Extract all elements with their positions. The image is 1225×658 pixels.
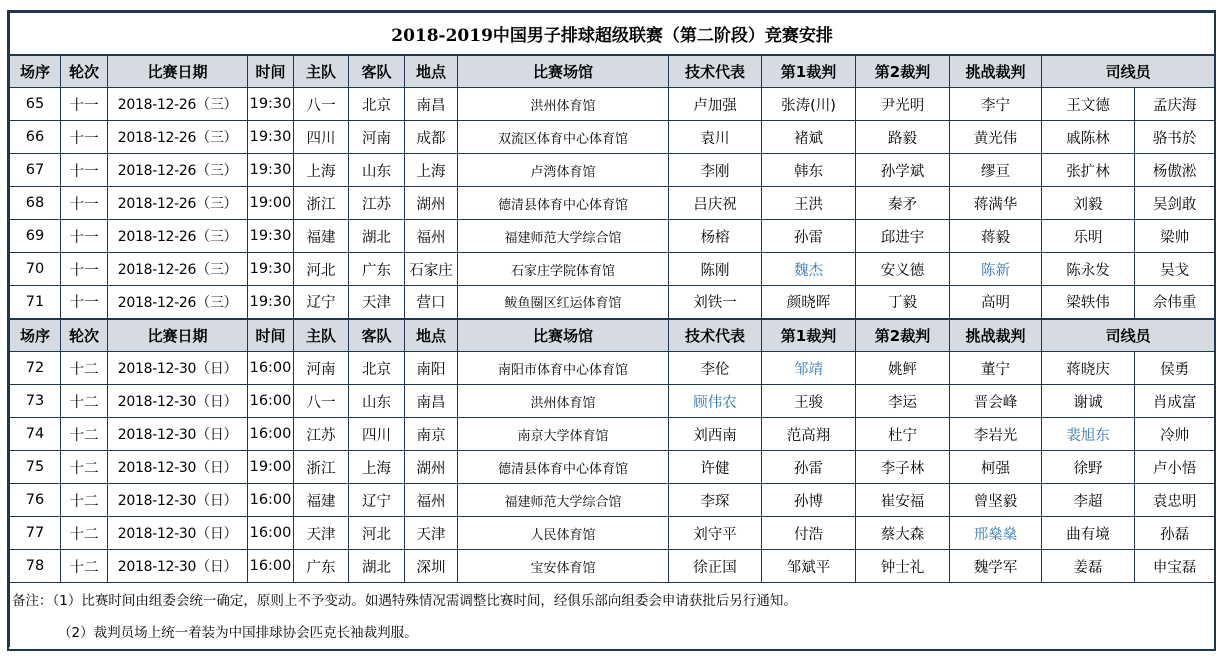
match-time-cell: 19:00 xyxy=(248,451,294,484)
city-cell: 南京 xyxy=(405,418,458,451)
line-judge-1-cell: 裴旭东 xyxy=(1042,418,1135,451)
second-referee-cell: 钟士礼 xyxy=(856,550,950,583)
venue-cell: 洪州体育馆 xyxy=(458,88,669,121)
home-team-cell: 浙江 xyxy=(294,187,349,220)
city-cell: 福州 xyxy=(405,484,458,517)
challenge-referee-cell: 晋会峰 xyxy=(950,385,1042,418)
away-team-cell: 山东 xyxy=(349,385,405,418)
away-team-cell: 湖北 xyxy=(349,220,405,253)
city-cell: 深圳 xyxy=(405,550,458,583)
venue-cell: 南阳市体育中心体育馆 xyxy=(458,352,669,385)
line-judge-2-cell: 梁帅 xyxy=(1135,220,1215,253)
match-date-cell: 2018-12-30（日） xyxy=(108,484,248,517)
technical-delegate-cell: 杨榕 xyxy=(669,220,762,253)
first-referee-cell: 张涛(川) xyxy=(762,88,856,121)
match-number-cell: 76 xyxy=(10,484,61,517)
home-team-cell: 广东 xyxy=(294,550,349,583)
line-judge-1-cell: 徐野 xyxy=(1042,451,1135,484)
match-date-cell: 2018-12-30（日） xyxy=(108,418,248,451)
venue-cell: 洪州体育馆 xyxy=(458,385,669,418)
venue-cell: 德清县体育中心体育馆 xyxy=(458,187,669,220)
second-referee-cell: 姚鲆 xyxy=(856,352,950,385)
column-header: 时间 xyxy=(248,319,294,352)
round-cell: 十二 xyxy=(61,385,108,418)
column-header: 轮次 xyxy=(61,319,108,352)
challenge-referee-cell: 曾坚毅 xyxy=(950,484,1042,517)
match-row xyxy=(10,121,1215,154)
home-team-cell: 辽宁 xyxy=(294,286,349,319)
city-cell: 南阳 xyxy=(405,352,458,385)
challenge-referee-cell: 陈新 xyxy=(950,253,1042,286)
home-team-cell: 福建 xyxy=(294,484,349,517)
second-referee-cell: 邱进宇 xyxy=(856,220,950,253)
match-row xyxy=(10,484,1215,517)
challenge-referee-cell: 高明 xyxy=(950,286,1042,319)
column-header: 第1裁判 xyxy=(762,55,856,88)
venue-cell: 南京大学体育馆 xyxy=(458,418,669,451)
column-header: 客队 xyxy=(349,319,405,352)
column-header: 地点 xyxy=(405,55,458,88)
technical-delegate-cell: 刘铁一 xyxy=(669,286,762,319)
column-header: 司线员 xyxy=(1042,319,1215,352)
city-cell: 福州 xyxy=(405,220,458,253)
header-row xyxy=(10,55,1215,88)
round-cell: 十一 xyxy=(61,253,108,286)
away-team-cell: 河北 xyxy=(349,517,405,550)
match-date-cell: 2018-12-30（日） xyxy=(108,352,248,385)
round-cell: 十二 xyxy=(61,484,108,517)
away-team-cell: 山东 xyxy=(349,154,405,187)
second-referee-cell: 尹光明 xyxy=(856,88,950,121)
schedule-table xyxy=(9,12,1215,647)
match-time-cell: 19:30 xyxy=(248,253,294,286)
round-cell: 十一 xyxy=(61,88,108,121)
column-header: 比赛日期 xyxy=(108,319,248,352)
round-cell: 十二 xyxy=(61,418,108,451)
venue-cell: 鲅鱼圈区红运体育馆 xyxy=(458,286,669,319)
schedule-sheet xyxy=(7,10,1216,651)
technical-delegate-cell: 袁川 xyxy=(669,121,762,154)
match-date-cell: 2018-12-26（三） xyxy=(108,286,248,319)
away-team-cell: 广东 xyxy=(349,253,405,286)
line-judge-2-cell: 骆书於 xyxy=(1135,121,1215,154)
match-row xyxy=(10,517,1215,550)
match-date-cell: 2018-12-26（三） xyxy=(108,154,248,187)
away-team-cell: 上海 xyxy=(349,451,405,484)
column-header: 挑战裁判 xyxy=(950,55,1042,88)
match-row xyxy=(10,220,1215,253)
schedule-body xyxy=(10,13,1215,647)
match-time-cell: 16:00 xyxy=(248,352,294,385)
second-referee-cell: 秦矛 xyxy=(856,187,950,220)
match-number-cell: 65 xyxy=(10,88,61,121)
city-cell: 南昌 xyxy=(405,88,458,121)
away-team-cell: 河南 xyxy=(349,121,405,154)
home-team-cell: 上海 xyxy=(294,154,349,187)
line-judge-1-cell: 张扩林 xyxy=(1042,154,1135,187)
city-cell: 天津 xyxy=(405,517,458,550)
second-referee-cell: 杜宁 xyxy=(856,418,950,451)
note-text: 备注：（1）比赛时间由组委会统一确定，原则上不予变动。如遇特殊情况需调整比赛时间，经俱乐部向组委会申请获批后另行通知。 xyxy=(10,583,1215,615)
challenge-referee-cell: 蒋毅 xyxy=(950,220,1042,253)
match-time-cell: 19:00 xyxy=(248,187,294,220)
challenge-referee-cell: 李岩光 xyxy=(950,418,1042,451)
second-referee-cell: 安义德 xyxy=(856,253,950,286)
column-header: 场序 xyxy=(10,55,61,88)
first-referee-cell: 褚斌 xyxy=(762,121,856,154)
match-row xyxy=(10,352,1215,385)
match-number-cell: 69 xyxy=(10,220,61,253)
venue-cell: 福建师范大学综合馆 xyxy=(458,220,669,253)
city-cell: 营口 xyxy=(405,286,458,319)
round-cell: 十二 xyxy=(61,352,108,385)
match-time-cell: 19:30 xyxy=(248,286,294,319)
first-referee-cell: 付浩 xyxy=(762,517,856,550)
match-number-cell: 77 xyxy=(10,517,61,550)
column-header: 比赛场馆 xyxy=(458,55,669,88)
home-team-cell: 河南 xyxy=(294,352,349,385)
second-referee-cell: 蔡大森 xyxy=(856,517,950,550)
round-cell: 十一 xyxy=(61,121,108,154)
first-referee-cell: 韩东 xyxy=(762,154,856,187)
first-referee-cell: 孙雷 xyxy=(762,451,856,484)
column-header: 客队 xyxy=(349,55,405,88)
column-header: 技术代表 xyxy=(669,319,762,352)
column-header: 主队 xyxy=(294,319,349,352)
match-number-cell: 75 xyxy=(10,451,61,484)
away-team-cell: 辽宁 xyxy=(349,484,405,517)
line-judge-1-cell: 梁轶伟 xyxy=(1042,286,1135,319)
challenge-referee-cell: 缪亘 xyxy=(950,154,1042,187)
column-header: 第2裁判 xyxy=(856,55,950,88)
match-number-cell: 66 xyxy=(10,121,61,154)
home-team-cell: 四川 xyxy=(294,121,349,154)
match-number-cell: 70 xyxy=(10,253,61,286)
match-number-cell: 71 xyxy=(10,286,61,319)
match-time-cell: 19:30 xyxy=(248,154,294,187)
city-cell: 成都 xyxy=(405,121,458,154)
second-referee-cell: 崔安福 xyxy=(856,484,950,517)
technical-delegate-cell: 刘西南 xyxy=(669,418,762,451)
match-time-cell: 16:00 xyxy=(248,550,294,583)
away-team-cell: 江苏 xyxy=(349,187,405,220)
note-text: （2）裁判员场上统一着装为中国排球协会匹克长袖裁判服。 xyxy=(10,615,1215,647)
match-number-cell: 72 xyxy=(10,352,61,385)
home-team-cell: 八一 xyxy=(294,88,349,121)
first-referee-cell: 魏杰 xyxy=(762,253,856,286)
match-row xyxy=(10,286,1215,319)
column-header: 地点 xyxy=(405,319,458,352)
challenge-referee-cell: 蒋满华 xyxy=(950,187,1042,220)
match-row xyxy=(10,187,1215,220)
column-header: 时间 xyxy=(248,55,294,88)
away-team-cell: 湖北 xyxy=(349,550,405,583)
challenge-referee-cell: 黄光伟 xyxy=(950,121,1042,154)
line-judge-2-cell: 孙磊 xyxy=(1135,517,1215,550)
away-team-cell: 北京 xyxy=(349,88,405,121)
line-judge-2-cell: 吴戈 xyxy=(1135,253,1215,286)
line-judge-1-cell: 曲有境 xyxy=(1042,517,1135,550)
page-title: 2018-2019中国男子排球超级联赛（第二阶段）竞赛安排 xyxy=(10,13,1215,55)
technical-delegate-cell: 李琛 xyxy=(669,484,762,517)
second-referee-cell: 路毅 xyxy=(856,121,950,154)
first-referee-cell: 范高翔 xyxy=(762,418,856,451)
technical-delegate-cell: 李伦 xyxy=(669,352,762,385)
round-cell: 十一 xyxy=(61,154,108,187)
venue-cell: 福建师范大学综合馆 xyxy=(458,484,669,517)
match-date-cell: 2018-12-30（日） xyxy=(108,517,248,550)
line-judge-1-cell: 王文德 xyxy=(1042,88,1135,121)
column-header: 比赛场馆 xyxy=(458,319,669,352)
match-time-cell: 16:00 xyxy=(248,418,294,451)
home-team-cell: 江苏 xyxy=(294,418,349,451)
home-team-cell: 天津 xyxy=(294,517,349,550)
match-time-cell: 16:00 xyxy=(248,517,294,550)
technical-delegate-cell: 顾伟农 xyxy=(669,385,762,418)
match-date-cell: 2018-12-26（三） xyxy=(108,121,248,154)
venue-cell: 石家庄学院体育馆 xyxy=(458,253,669,286)
challenge-referee-cell: 魏学军 xyxy=(950,550,1042,583)
away-team-cell: 天津 xyxy=(349,286,405,319)
match-number-cell: 68 xyxy=(10,187,61,220)
first-referee-cell: 王洪 xyxy=(762,187,856,220)
column-header: 轮次 xyxy=(61,55,108,88)
match-time-cell: 16:00 xyxy=(248,385,294,418)
venue-cell: 双流区体育中心体育馆 xyxy=(458,121,669,154)
round-cell: 十一 xyxy=(61,286,108,319)
match-number-cell: 74 xyxy=(10,418,61,451)
home-team-cell: 河北 xyxy=(294,253,349,286)
line-judge-1-cell: 乐明 xyxy=(1042,220,1135,253)
round-cell: 十一 xyxy=(61,187,108,220)
away-team-cell: 北京 xyxy=(349,352,405,385)
column-header: 场序 xyxy=(10,319,61,352)
match-row xyxy=(10,451,1215,484)
round-cell: 十二 xyxy=(61,550,108,583)
city-cell: 南昌 xyxy=(405,385,458,418)
line-judge-2-cell: 袁忠明 xyxy=(1135,484,1215,517)
column-header: 第1裁判 xyxy=(762,319,856,352)
line-judge-2-cell: 佘伟重 xyxy=(1135,286,1215,319)
venue-cell: 卢湾体育馆 xyxy=(458,154,669,187)
technical-delegate-cell: 徐正国 xyxy=(669,550,762,583)
line-judge-1-cell: 刘毅 xyxy=(1042,187,1135,220)
technical-delegate-cell: 吕庆祝 xyxy=(669,187,762,220)
line-judge-2-cell: 申宝磊 xyxy=(1135,550,1215,583)
match-date-cell: 2018-12-26（三） xyxy=(108,253,248,286)
match-row xyxy=(10,88,1215,121)
match-date-cell: 2018-12-30（日） xyxy=(108,385,248,418)
home-team-cell: 八一 xyxy=(294,385,349,418)
line-judge-2-cell: 卢小悟 xyxy=(1135,451,1215,484)
first-referee-cell: 孙雷 xyxy=(762,220,856,253)
city-cell: 上海 xyxy=(405,154,458,187)
match-row xyxy=(10,253,1215,286)
line-judge-1-cell: 戚陈林 xyxy=(1042,121,1135,154)
technical-delegate-cell: 许健 xyxy=(669,451,762,484)
title-row xyxy=(10,13,1215,55)
first-referee-cell: 邹斌平 xyxy=(762,550,856,583)
column-header: 第2裁判 xyxy=(856,319,950,352)
round-cell: 十二 xyxy=(61,451,108,484)
home-team-cell: 浙江 xyxy=(294,451,349,484)
technical-delegate-cell: 陈刚 xyxy=(669,253,762,286)
column-header: 司线员 xyxy=(1042,55,1215,88)
match-number-cell: 78 xyxy=(10,550,61,583)
challenge-referee-cell: 李宁 xyxy=(950,88,1042,121)
second-referee-cell: 孙学斌 xyxy=(856,154,950,187)
first-referee-cell: 邹靖 xyxy=(762,352,856,385)
technical-delegate-cell: 李刚 xyxy=(669,154,762,187)
match-time-cell: 16:00 xyxy=(248,484,294,517)
match-date-cell: 2018-12-26（三） xyxy=(108,187,248,220)
line-judge-2-cell: 吴剑敢 xyxy=(1135,187,1215,220)
match-row xyxy=(10,154,1215,187)
line-judge-2-cell: 孟庆海 xyxy=(1135,88,1215,121)
round-cell: 十一 xyxy=(61,220,108,253)
technical-delegate-cell: 刘守平 xyxy=(669,517,762,550)
match-date-cell: 2018-12-26（三） xyxy=(108,88,248,121)
first-referee-cell: 孙博 xyxy=(762,484,856,517)
line-judge-2-cell: 侯勇 xyxy=(1135,352,1215,385)
column-header: 挑战裁判 xyxy=(950,319,1042,352)
second-referee-cell: 丁毅 xyxy=(856,286,950,319)
match-time-cell: 19:30 xyxy=(248,220,294,253)
column-header: 技术代表 xyxy=(669,55,762,88)
match-row xyxy=(10,418,1215,451)
note-row xyxy=(10,583,1215,615)
challenge-referee-cell: 邢燊燊 xyxy=(950,517,1042,550)
technical-delegate-cell: 卢加强 xyxy=(669,88,762,121)
match-number-cell: 67 xyxy=(10,154,61,187)
round-cell: 十二 xyxy=(61,517,108,550)
away-team-cell: 四川 xyxy=(349,418,405,451)
match-number-cell: 73 xyxy=(10,385,61,418)
line-judge-2-cell: 冷帅 xyxy=(1135,418,1215,451)
match-time-cell: 19:30 xyxy=(248,88,294,121)
challenge-referee-cell: 董宁 xyxy=(950,352,1042,385)
match-date-cell: 2018-12-30（日） xyxy=(108,550,248,583)
match-time-cell: 19:30 xyxy=(248,121,294,154)
line-judge-1-cell: 蒋晓庆 xyxy=(1042,352,1135,385)
venue-cell: 宝安体育馆 xyxy=(458,550,669,583)
challenge-referee-cell: 柯强 xyxy=(950,451,1042,484)
second-referee-cell: 李运 xyxy=(856,385,950,418)
match-row xyxy=(10,385,1215,418)
first-referee-cell: 王骏 xyxy=(762,385,856,418)
column-header: 主队 xyxy=(294,55,349,88)
line-judge-1-cell: 姜磊 xyxy=(1042,550,1135,583)
city-cell: 湖州 xyxy=(405,451,458,484)
city-cell: 湖州 xyxy=(405,187,458,220)
home-team-cell: 福建 xyxy=(294,220,349,253)
city-cell: 石家庄 xyxy=(405,253,458,286)
column-header: 比赛日期 xyxy=(108,55,248,88)
match-date-cell: 2018-12-26（三） xyxy=(108,220,248,253)
line-judge-2-cell: 杨傲淞 xyxy=(1135,154,1215,187)
line-judge-1-cell: 李超 xyxy=(1042,484,1135,517)
line-judge-1-cell: 陈永发 xyxy=(1042,253,1135,286)
venue-cell: 人民体育馆 xyxy=(458,517,669,550)
note-row xyxy=(10,615,1215,647)
line-judge-1-cell: 谢诚 xyxy=(1042,385,1135,418)
line-judge-2-cell: 肖成富 xyxy=(1135,385,1215,418)
first-referee-cell: 颜晓晖 xyxy=(762,286,856,319)
venue-cell: 德清县体育中心体育馆 xyxy=(458,451,669,484)
match-row xyxy=(10,550,1215,583)
second-referee-cell: 李子林 xyxy=(856,451,950,484)
header-row xyxy=(10,319,1215,352)
match-date-cell: 2018-12-30（日） xyxy=(108,451,248,484)
